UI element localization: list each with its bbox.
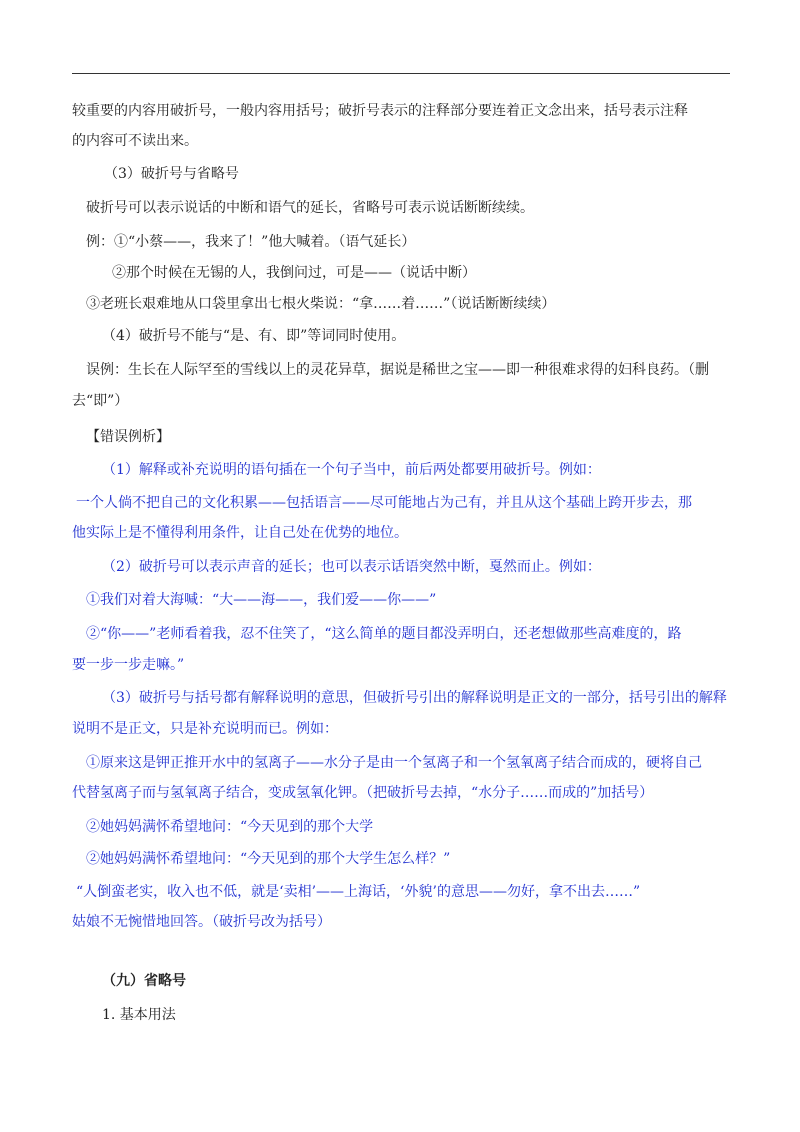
explanation-line: （1）解释或补充说明的语句插在一个句子当中，前后两处都要用破折号。例如： [102, 462, 601, 478]
paragraph-line: 较重要的内容用破折号，一般内容用括号；破折号表示的注释部分要连着正文念出来，括号表示注释 [72, 103, 688, 119]
example-line: 他实际上是不懂得利用条件，让自己处在优势的地位。 [72, 525, 408, 541]
example-line: ②她妈妈满怀希望地问：“今天见到的那个大学生怎么样？” [86, 851, 451, 867]
example-line: ①我们对着大海喊：“大——海——，我们爱——你——” [86, 592, 437, 608]
example-line: 姑娘不无惋惜地回答。（破折号改为括号） [72, 914, 331, 930]
explanation-line: （2）破折号可以表示声音的延长；也可以表示话语突然中断，戛然而止。例如： [102, 559, 601, 575]
section-heading: （3）破折号与省略号 [104, 166, 239, 182]
example-line: ②她妈妈满怀希望地问：“今天见到的那个大学 [86, 819, 374, 835]
example-line: 代替氢离子而与氢氧离子结合，变成氢氧化钾。（把破折号去掉，“水分子……而成的”加括号） [72, 785, 654, 801]
example-line: 要一步一步走嘛。” [72, 657, 185, 673]
example-line: “人倒蛮老实，收入也不低，就是‘卖相’——上海话，‘外貌’的意思——勿好，拿不出去……” [76, 884, 641, 900]
subsection-heading: 1. 基本用法 [102, 1007, 176, 1023]
example-line: ②“你——”老师看着我，忍不住笑了，“这么简单的题目都没弄明白，还老想做那些高难度的，路 [86, 626, 682, 642]
explanation-line: （3）破折号与括号都有解释说明的意思，但破折号引出的解释说明是正文的一部分，括号引出的解释 [102, 690, 727, 706]
chapter-heading: （九）省略号 [102, 973, 186, 989]
paragraph-line: 破折号可以表示说话的中断和语气的延长，省略号可表示说话断断续续。 [86, 200, 534, 216]
example-line: ③老班长艰难地从口袋里拿出七根火柴说：“拿……着……”（说话断断续续） [86, 296, 556, 312]
example-line: 一个人倘不把自己的文化积累——包括语言——尽可能地占为己有，并且从这个基础上跨开步去，那 [76, 495, 692, 511]
paragraph-line: 误例：生长在人际罕至的雪线以上的灵花异草，据说是稀世之宝——即一种很难求得的妇科良药。（删 [86, 362, 709, 378]
paragraph-line: 的内容可不读出来。 [72, 133, 198, 149]
paragraph-line: 去“即”） [72, 393, 129, 409]
example-line: ①原来这是钾正推开水中的氢离子——水分子是由一个氢离子和一个氢氧离子结合而成的，硬将自己 [86, 755, 702, 771]
explanation-line: 说明不是正文，只是补充说明而已。例如： [72, 721, 338, 737]
section-heading: 【错误例析】 [86, 429, 170, 445]
header-rule [72, 73, 730, 74]
rule-line: （4）破折号不能与“是、有、即”等词同时使用。 [102, 328, 406, 344]
example-line: 例：①“小蔡——，我来了！”他大喊着。（语气延长） [86, 234, 416, 250]
example-line: ②那个时候在无锡的人，我倒问过，可是——（说话中断） [112, 265, 476, 281]
